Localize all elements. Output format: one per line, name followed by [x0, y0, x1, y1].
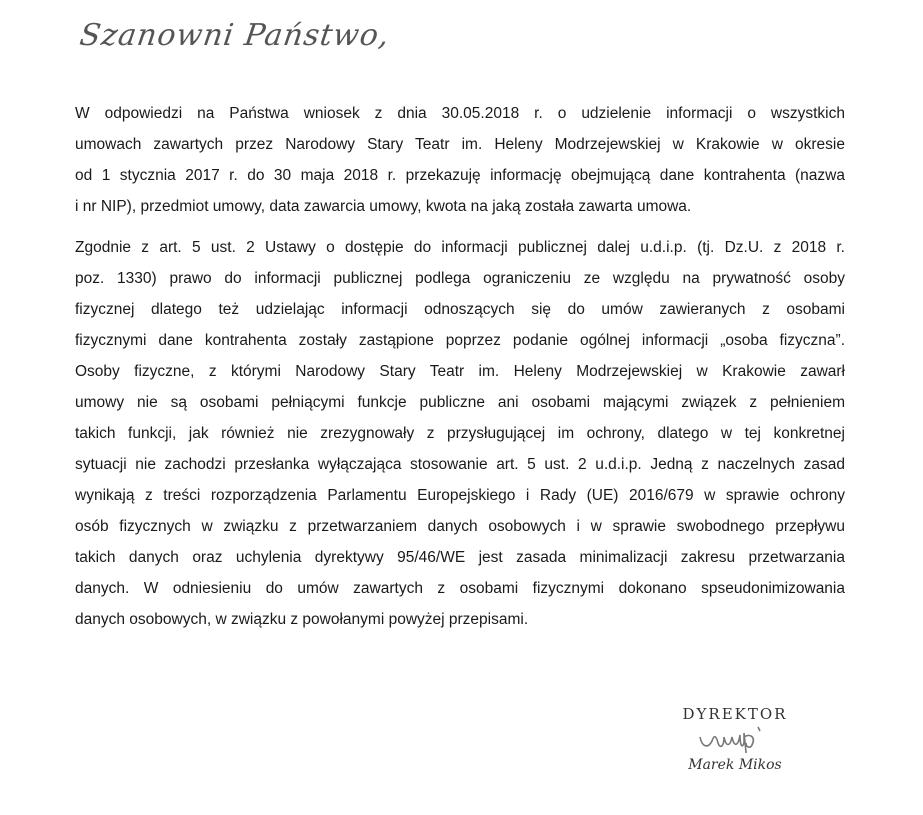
text-line: takich danych oraz uchylenia dyrektywy 95/46/WE jest zasada minimalizacji zakresu przetwarzania — [75, 549, 845, 566]
handwritten-signature-icon — [680, 723, 790, 753]
paragraph-request-response — [75, 98, 845, 222]
signatory-name: Marek Mikos — [688, 757, 782, 773]
text-line: umowy nie są osobami pełniącymi funkcje publiczne ani osobami mającymi związek z pełnieniem — [75, 394, 845, 411]
text-line: danych. W odniesieniu do umów zawartych z osobami fizycznymi dokonano spseudonimizowania — [75, 580, 845, 597]
text-line: takich funkcji, jak również nie zrezygnowały z przysługującej im ochrony, dlatego w tej konkretnej — [75, 425, 845, 442]
paragraph-legal-basis — [75, 232, 845, 635]
text-line: danych osobowych, w związku z powołanymi powyżej przepisami. — [75, 611, 529, 628]
text-line: fizycznej dlatego też udzielając informacji odnoszących się do umów zawieranych z osobami — [75, 301, 845, 318]
signature-block — [660, 705, 810, 773]
text-line: umowach zawartych przez Narodowy Stary Teatr im. Heleny Modrzejewskiej w Krakowie w okresie — [75, 136, 845, 153]
text-line: Osoby fizyczne, z którymi Narodowy Stary Teatr im. Heleny Modrzejewskiej w Krakowie zawarł — [75, 363, 845, 380]
text-line: wynikają z treści rozporządzenia Parlamentu Europejskiego i Rady (UE) 2016/679 w sprawie ochrony — [75, 487, 845, 504]
signature-title: DYREKTOR — [682, 705, 788, 723]
text-line: Zgodnie z art. 5 ust. 2 Ustawy o dostępie do informacji publicznej dalej u.d.i.p. (tj. Dz.U. z 2018 r. — [75, 239, 845, 256]
text-line: fizycznymi dane kontrahenta zostały zastąpione poprzez podanie ogólnej informacji „osoba fizyczna”. — [75, 332, 845, 349]
text-line: sytuacji nie zachodzi przesłanka wyłączająca stosowanie art. 5 ust. 2 u.d.i.p. Jedną z naczelnych zasad — [75, 456, 845, 473]
text-line: od 1 stycznia 2017 r. do 30 maja 2018 r. przekazuję informację obejmującą dane kontrahenta (nazwa — [75, 167, 845, 184]
text-line: poz. 1330) prawo do informacji publicznej podlega ograniczeniu ze względu na prywatność osoby — [75, 270, 845, 287]
text-line: i nr NIP), przedmiot umowy, data zawarcia umowy, kwota na jaką została zawarta umowa. — [75, 198, 692, 215]
text-line: osób fizycznych w związku z przetwarzaniem danych osobowych i w sprawie swobodnego przepływu — [75, 518, 845, 535]
handwritten-greeting: Szanowni Państwo, — [77, 18, 392, 53]
text-line: W odpowiedzi na Państwa wniosek z dnia 30.05.2018 r. o udzielenie informacji o wszystkich — [75, 105, 845, 122]
